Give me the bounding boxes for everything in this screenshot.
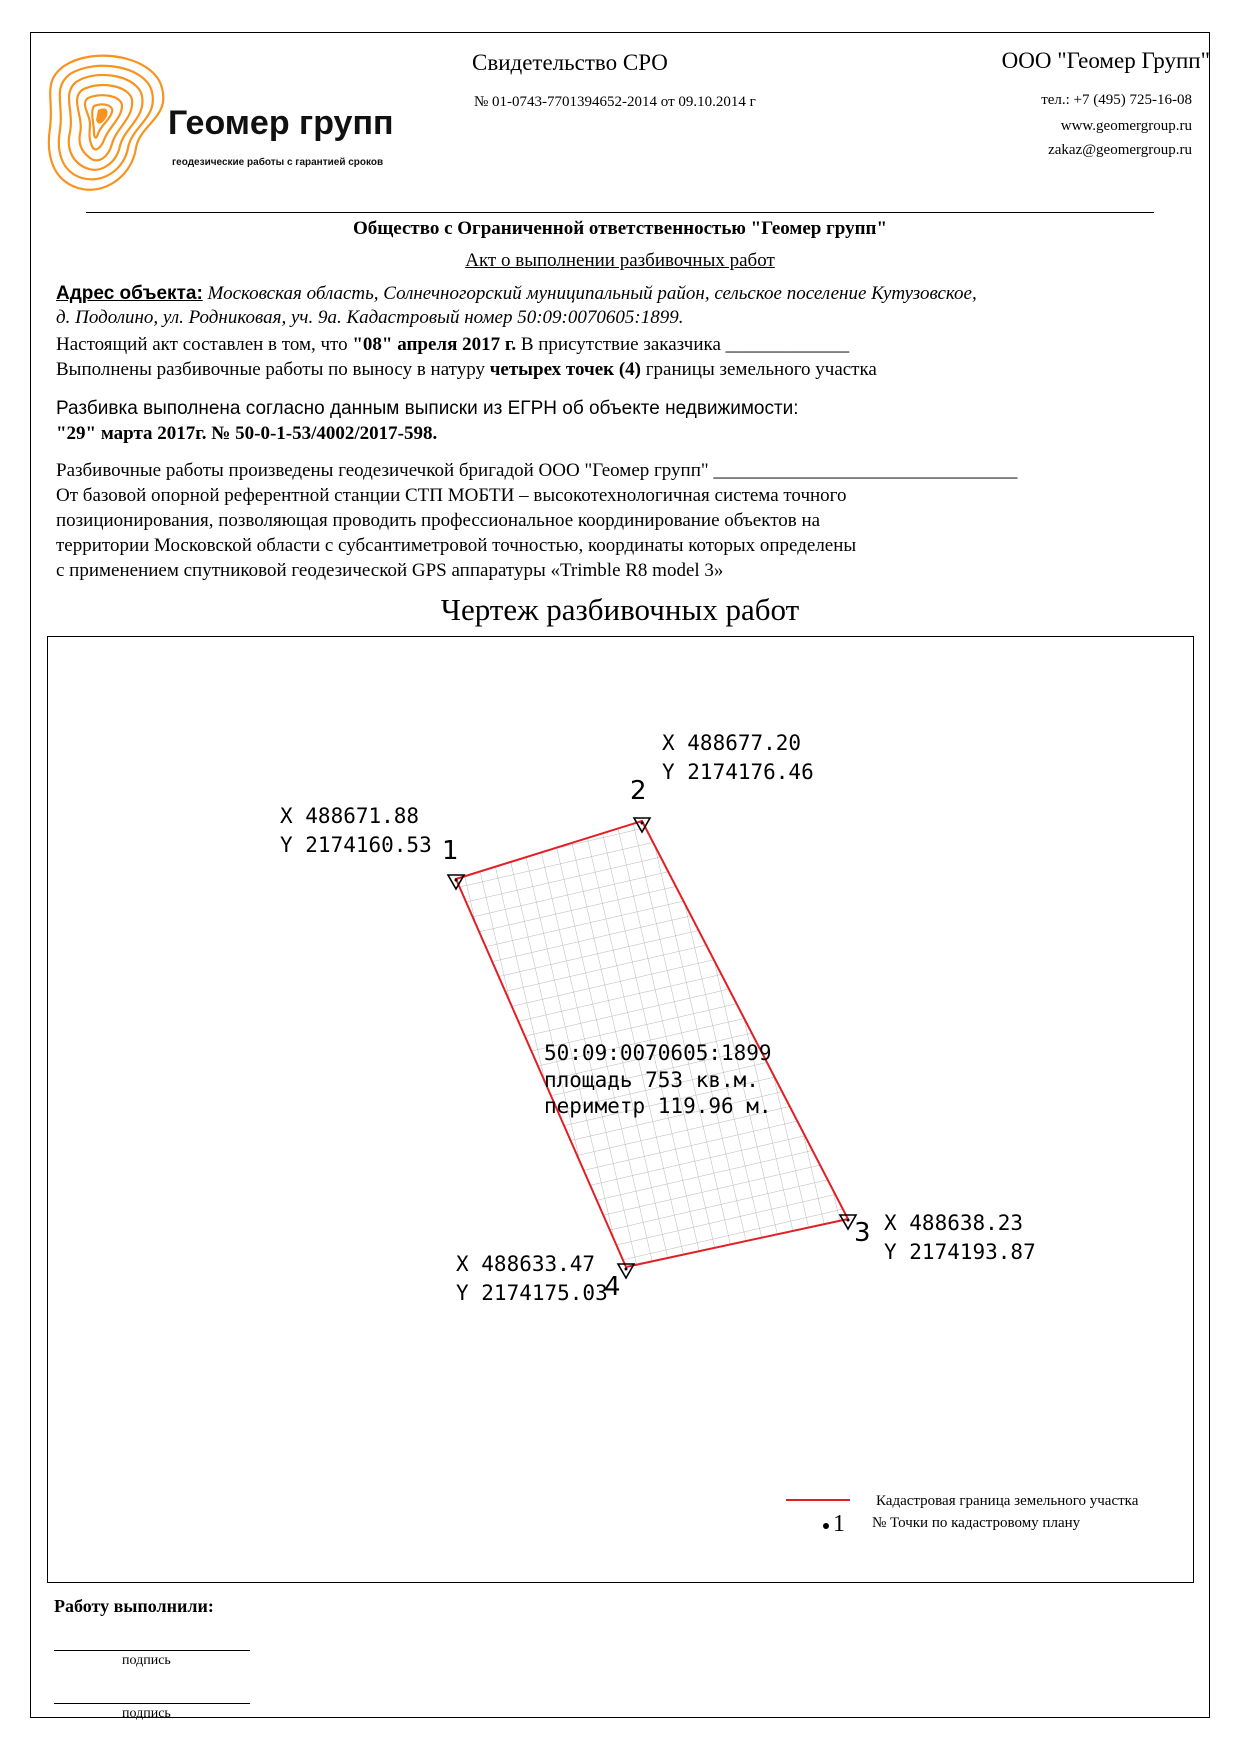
egrn-line-1: Разбивка выполнена согласно данным выписки из ЕГРН об объекте недвижимости: xyxy=(56,398,799,419)
signatures-heading: Работу выполнили: xyxy=(54,1596,214,1616)
crew-line-4: территории Московской области с субсантиметровой точностью, координаты которых определены xyxy=(56,535,857,556)
parcel-cadastral-number: 50:09:0070605:1899 xyxy=(544,1041,772,1065)
works-count: четырех точек (4) xyxy=(489,359,641,380)
drawing-frame xyxy=(47,636,1194,1583)
brand-tagline: геодезические работы с гарантией сроков xyxy=(172,157,384,168)
act-date-prefix: Настоящий акт составлен в том, что xyxy=(56,334,353,355)
point-3-number: 3 xyxy=(854,1218,871,1248)
parcel-drawing xyxy=(48,637,1195,1584)
brand-name: Геомер групп xyxy=(168,104,394,142)
legend-point-dot xyxy=(823,1523,829,1529)
contact-email: zakaz@geomergroup.ru xyxy=(1048,142,1192,158)
signature-caption-1: подпись xyxy=(122,1653,171,1668)
point-3-y: Y 2174193.87 xyxy=(884,1240,1036,1264)
act-date-line xyxy=(56,334,849,356)
parcel-area: площадь 753 кв.м. xyxy=(544,1068,759,1092)
legend-boundary-label: Кадастровая граница земельного участка xyxy=(876,1493,1139,1509)
point-2-number: 2 xyxy=(630,776,647,806)
parcel-perimeter: периметр 119.96 м. xyxy=(544,1094,772,1118)
legend-point-label: № Точки по кадастровому плану xyxy=(872,1515,1081,1531)
works-prefix: Выполнены разбивочные работы по выносу в натуру xyxy=(56,359,490,380)
act-date: "08" апреля 2017 г. xyxy=(352,334,517,355)
point-3-x: X 488638.23 xyxy=(884,1211,1024,1235)
address-label: Адрес объекта: xyxy=(56,283,203,304)
legend-point-symbol: 1 xyxy=(833,1511,845,1537)
drawing-title: Чертеж разбивочных работ xyxy=(440,592,800,627)
point-4-number: 4 xyxy=(604,1272,621,1302)
egrn-line-2: "29" марта 2017г. № 50-0-1-53/4002/2017-598. xyxy=(56,423,438,444)
act-title-text: Акт о выполнении разбивочных работ xyxy=(465,250,775,271)
works-line xyxy=(56,359,877,381)
point-1-number: 1 xyxy=(442,836,459,866)
org-title: Общество с Ограниченной ответственностью "Геомер групп" xyxy=(352,218,888,239)
address-text-1: Московская область, Солнечногорский муниципальный район, сельское поселение Кутузовское, xyxy=(202,283,977,304)
point-1-x: X 488671.88 xyxy=(280,804,420,828)
crew-line-3: позиционирования, позволяющая проводить профессиональное координирование объектов на xyxy=(56,510,821,531)
contact-phone: тел.: +7 (495) 725-16-08 xyxy=(1041,92,1192,108)
logo-contour-icon xyxy=(44,48,174,198)
point-2-x: X 488677.20 xyxy=(662,731,802,755)
signature-line-2 xyxy=(54,1703,250,1704)
crew-line-1: Разбивочные работы произведены геодезичечкой бригадой ООО "Геомер групп" ________________________________ xyxy=(56,460,1018,481)
sro-number: № 01-0743-7701394652-2014 от 09.10.2014 г xyxy=(474,94,756,110)
contact-website: www.geomergroup.ru xyxy=(1060,118,1192,134)
point-2-y: Y 2174176.46 xyxy=(662,760,814,784)
act-title xyxy=(0,250,1240,272)
signature-line-1 xyxy=(54,1650,250,1651)
works-suffix: границы земельного участка xyxy=(640,359,877,380)
point-1-y: Y 2174160.53 xyxy=(280,833,432,857)
act-date-suffix: В присутствие заказчика _____________ xyxy=(516,334,850,355)
header-divider xyxy=(86,212,1154,213)
point-4-y: Y 2174175.03 xyxy=(456,1281,608,1305)
sro-title: Свидетельство СРО xyxy=(472,50,668,75)
address-line-2: д. Подолино, ул. Родниковая, уч. 9а. Кадастровый номер 50:09:0070605:1899. xyxy=(56,307,684,328)
signature-caption-2: подпись xyxy=(122,1706,171,1721)
point-4-x: X 488633.47 xyxy=(456,1252,596,1276)
crew-line-5: с применением спутниковой геодезической GPS аппаратуры «Trimble R8 model 3» xyxy=(56,560,724,581)
address-line-1 xyxy=(56,283,977,305)
company-name: ООО "Геомер Групп" xyxy=(1001,48,1210,73)
crew-line-2: От базовой опорной референтной станции СТП МОБТИ – высокотехнологичная система точного xyxy=(56,485,847,506)
